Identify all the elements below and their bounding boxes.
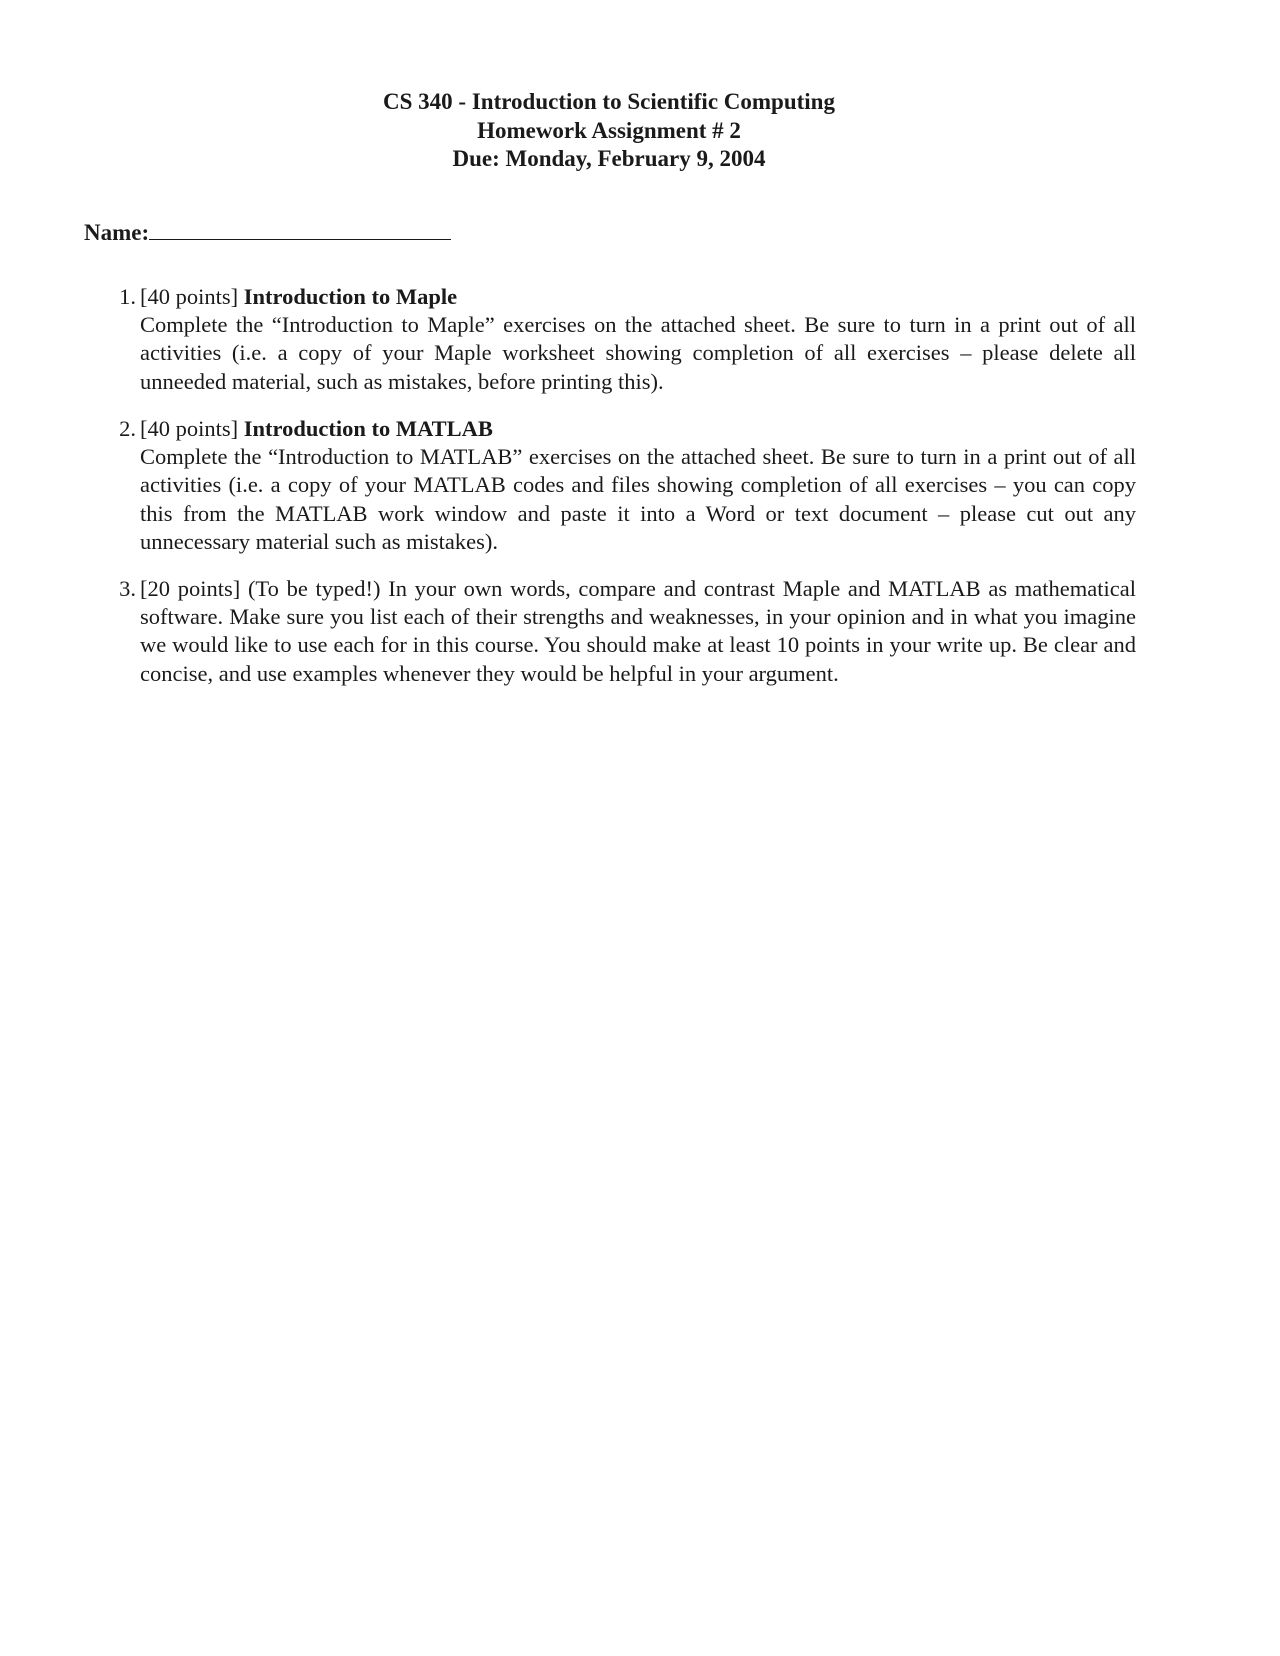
name-field: [84, 215, 451, 247]
problem-text: Complete the “Introduction to Maple” exercises on the attached sheet. Be sure to turn in a print out of all activities (i.e. a copy of your Maple worksheet showing completion of all exercises – please delete all unneeded material, such as mistakes, before printing this).: [140, 312, 1136, 394]
problem-text: (To be typed!) In your own words, compare and contrast Maple and MATLAB as mathematical software. Make sure you list each of their strengths and weaknesses, in your opinion and in what you imagine we would like to use each for in this course. You should make at least 10 points in your write up. Be clear and concise, and use examples whenever they would be helpful in your argument.: [140, 576, 1136, 686]
problem-points: [20 points]: [140, 576, 241, 601]
name-blank-line: [149, 215, 451, 240]
problem-title: Introduction to MATLAB: [243, 416, 493, 441]
problem-points: [40 points]: [140, 416, 239, 441]
problem-item: [119, 575, 1136, 688]
problem-item: [119, 415, 1136, 556]
problem-points: [40 points]: [140, 284, 239, 309]
assignment-title: Homework Assignment # 2: [477, 117, 741, 143]
problem-text: Complete the “Introduction to MATLAB” exercises on the attached sheet. Be sure to turn in a print out of all activities (i.e. a copy of your MATLAB codes and files showing completion of all exercises – you can copy this from the MATLAB work window and paste it into a Word or text document – please cut out any unnecessary material such as mistakes).: [140, 444, 1136, 554]
document-header: [0, 88, 1218, 174]
problem-number: 2.: [119, 416, 136, 441]
problem-number: 1.: [119, 284, 136, 309]
name-label: Name:: [84, 220, 150, 245]
problem-number: 3.: [119, 576, 136, 601]
problem-item: [119, 283, 1136, 396]
problem-title: Introduction to Maple: [243, 284, 458, 309]
course-title: CS 340 - Introduction to Scientific Computing: [383, 89, 835, 114]
due-date: Due: Monday, February 9, 2004: [452, 146, 766, 171]
